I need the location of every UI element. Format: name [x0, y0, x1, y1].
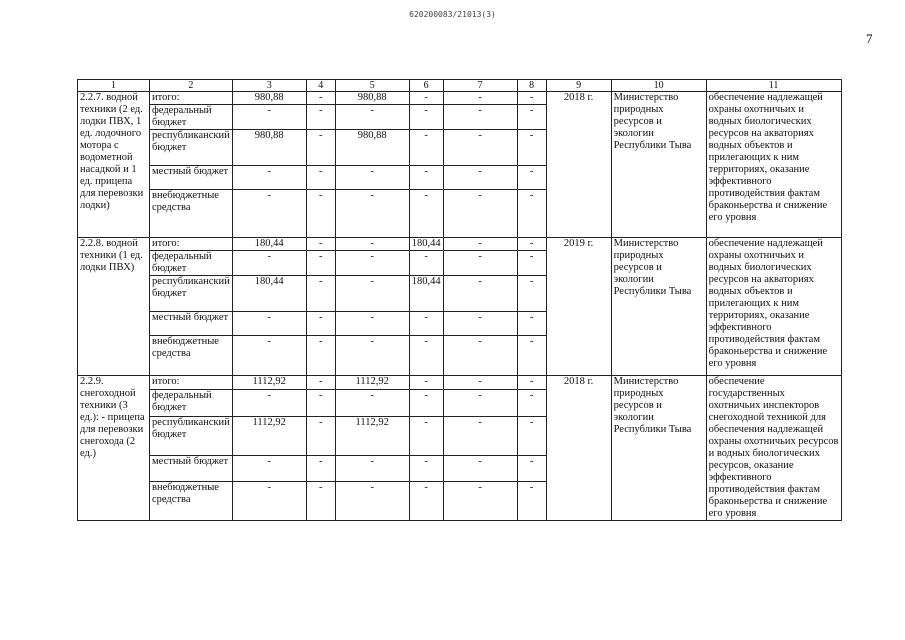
amount-cell: -	[409, 105, 443, 130]
column-number: 5	[335, 80, 409, 92]
responsible-ministry: Министерство природных ресурсов и экологии Республики Тыва	[611, 376, 706, 521]
amount-cell: 180,44	[409, 238, 443, 251]
table-body	[78, 80, 842, 521]
column-number: 1	[78, 80, 150, 92]
funding-source-label: республиканский бюджет	[150, 276, 233, 312]
amount-cell: -	[517, 276, 546, 312]
amount-cell: -	[409, 166, 443, 190]
amount-cell: -	[443, 390, 517, 417]
amount-cell: -	[335, 312, 409, 336]
amount-cell: -	[409, 336, 443, 376]
year-cell: 2018 г.	[546, 376, 611, 521]
page-number: 7	[866, 31, 873, 46]
column-number: 4	[306, 80, 335, 92]
amount-cell: -	[306, 417, 335, 456]
funding-source-label: внебюджетные средства	[150, 190, 233, 238]
amount-cell: -	[306, 166, 335, 190]
amount-cell: -	[409, 417, 443, 456]
amount-cell: -	[335, 251, 409, 276]
purpose-text: обеспечение государственных охотничьих инспекторов снегоходной техникой для обеспечения надлежащей охраны охотничьих ресурсов и водных биологических ресурсов, оказание эффективного противодействия фактам браконьерства и снижение его уровня	[706, 376, 841, 521]
amount-cell: -	[232, 456, 306, 482]
amount-cell: -	[306, 376, 335, 390]
amount-cell: -	[443, 276, 517, 312]
amount-cell: -	[306, 190, 335, 238]
amount-cell: -	[409, 376, 443, 390]
amount-cell: -	[443, 417, 517, 456]
amount-cell: -	[335, 482, 409, 521]
funding-source-label: внебюджетные средства	[150, 336, 233, 376]
amount-cell: -	[335, 456, 409, 482]
amount-cell: -	[306, 251, 335, 276]
amount-cell: -	[335, 166, 409, 190]
amount-cell: -	[335, 190, 409, 238]
amount-cell: -	[306, 312, 335, 336]
amount-cell: -	[232, 336, 306, 376]
amount-cell: 980,88	[335, 92, 409, 105]
funding-source-label: местный бюджет	[150, 166, 233, 190]
amount-cell: -	[232, 312, 306, 336]
funding-source-label: республиканский бюджет	[150, 130, 233, 166]
amount-cell: -	[517, 312, 546, 336]
amount-cell: 1112,92	[335, 417, 409, 456]
amount-cell: -	[517, 251, 546, 276]
amount-cell: 1112,92	[335, 376, 409, 390]
amount-cell: -	[443, 336, 517, 376]
amount-cell: -	[517, 238, 546, 251]
funding-source-label: итого:	[150, 92, 233, 105]
column-number-row	[78, 80, 842, 92]
amount-cell: -	[306, 482, 335, 521]
document-code: 620200083/21013(3)	[409, 10, 496, 19]
responsible-ministry: Министерство природных ресурсов и экологии Республики Тыва	[611, 92, 706, 238]
amount-cell: -	[335, 390, 409, 417]
funding-source-label: внебюджетные средства	[150, 482, 233, 521]
amount-cell: -	[232, 105, 306, 130]
amount-cell: -	[443, 456, 517, 482]
column-number: 10	[611, 80, 706, 92]
column-number: 3	[232, 80, 306, 92]
funding-source-label: итого:	[150, 238, 233, 251]
amount-cell: -	[335, 105, 409, 130]
responsible-ministry: Министерство природных ресурсов и экологии Республики Тыва	[611, 238, 706, 376]
amount-cell: -	[517, 190, 546, 238]
amount-cell: -	[306, 130, 335, 166]
amount-cell: -	[335, 276, 409, 312]
amount-cell: -	[443, 166, 517, 190]
amount-cell: 980,88	[232, 92, 306, 105]
amount-cell: -	[409, 482, 443, 521]
amount-cell: -	[306, 336, 335, 376]
amount-cell: -	[409, 130, 443, 166]
amount-cell: 180,44	[232, 276, 306, 312]
amount-cell: -	[232, 482, 306, 521]
funding-source-label: федеральный бюджет	[150, 390, 233, 417]
amount-cell: -	[517, 390, 546, 417]
amount-cell: -	[306, 390, 335, 417]
amount-cell: 980,88	[335, 130, 409, 166]
column-number: 6	[409, 80, 443, 92]
column-number: 8	[517, 80, 546, 92]
amount-cell: -	[443, 92, 517, 105]
amount-cell: -	[306, 238, 335, 251]
amount-cell: -	[517, 336, 546, 376]
amount-cell: -	[517, 92, 546, 105]
amount-cell: -	[517, 166, 546, 190]
item-title: 2.2.8. водной техники (1 ед. лодки ПВХ)	[78, 238, 150, 376]
funding-source-label: местный бюджет	[150, 312, 233, 336]
amount-cell: -	[306, 276, 335, 312]
amount-cell: -	[409, 312, 443, 336]
amount-cell: -	[517, 105, 546, 130]
amount-cell: -	[443, 312, 517, 336]
amount-cell: -	[232, 190, 306, 238]
amount-cell: -	[232, 390, 306, 417]
funding-source-label: республиканский бюджет	[150, 417, 233, 456]
item-title: 2.2.7. водной техники (2 ед. лодки ПВХ, 1 ед. лодочного мотора с водометной насадкой и 1 ед. прицепа для перевозки лодки)	[78, 92, 150, 238]
amount-cell: -	[335, 238, 409, 251]
funding-source-label: федеральный бюджет	[150, 105, 233, 130]
table-row	[78, 376, 842, 390]
amount-cell: -	[517, 417, 546, 456]
funding-source-label: итого:	[150, 376, 233, 390]
amount-cell: -	[443, 238, 517, 251]
amount-cell: 980,88	[232, 130, 306, 166]
program-table	[77, 79, 842, 521]
amount-cell: -	[306, 105, 335, 130]
amount-cell: -	[306, 92, 335, 105]
amount-cell: -	[443, 251, 517, 276]
amount-cell: -	[409, 390, 443, 417]
amount-cell: -	[443, 376, 517, 390]
year-cell: 2019 г.	[546, 238, 611, 376]
amount-cell: -	[517, 482, 546, 521]
table-row	[78, 92, 842, 105]
purpose-text: обеспечение надлежащей охраны охотничьих и водных биологических ресурсов на акваториях водных объектов и прилегающих к ним территориях, оказание эффективного противодействия фактам браконьерства и снижение его уровня	[706, 92, 841, 238]
amount-cell: -	[443, 130, 517, 166]
amount-cell: -	[517, 456, 546, 482]
amount-cell: -	[335, 336, 409, 376]
table-row	[78, 238, 842, 251]
amount-cell: 1112,92	[232, 417, 306, 456]
amount-cell: -	[443, 190, 517, 238]
amount-cell: -	[409, 92, 443, 105]
column-number: 7	[443, 80, 517, 92]
amount-cell: 180,44	[232, 238, 306, 251]
amount-cell: -	[232, 166, 306, 190]
amount-cell: -	[409, 456, 443, 482]
column-number: 2	[150, 80, 233, 92]
amount-cell: -	[409, 190, 443, 238]
column-number: 11	[706, 80, 841, 92]
amount-cell: -	[517, 376, 546, 390]
amount-cell: -	[232, 251, 306, 276]
amount-cell: -	[517, 130, 546, 166]
amount-cell: -	[443, 482, 517, 521]
funding-source-label: местный бюджет	[150, 456, 233, 482]
amount-cell: -	[409, 251, 443, 276]
funding-source-label: федеральный бюджет	[150, 251, 233, 276]
amount-cell: 180,44	[409, 276, 443, 312]
column-number: 9	[546, 80, 611, 92]
item-title: 2.2.9. снегоходной техники (3 ед.): - прицепа для перевозки снегохода (2 ед.)	[78, 376, 150, 521]
year-cell: 2018 г.	[546, 92, 611, 238]
amount-cell: 1112,92	[232, 376, 306, 390]
amount-cell: -	[306, 456, 335, 482]
amount-cell: -	[443, 105, 517, 130]
purpose-text: обеспечение надлежащей охраны охотничьих и водных биологических ресурсов на акваториях водных объектов и прилегающих к ним территориях, оказание эффективного противодействия фактам браконьерства и снижение его уровня	[706, 238, 841, 376]
